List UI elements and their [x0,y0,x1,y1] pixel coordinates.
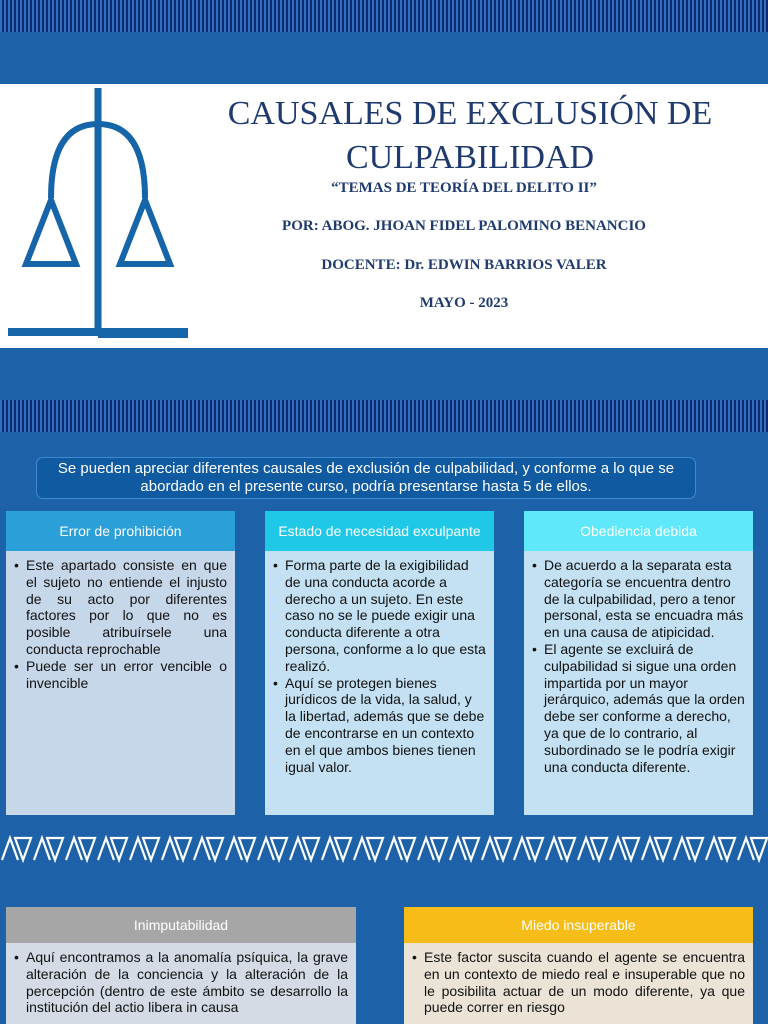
date-line: MAYO - 2023 [419,295,509,311]
list-item: • Aquí encontramos a la anomalía psíquica, la grave alteración de la conciencia y la alteración de la percepción (dentro de este ámbito se desarrollo la institución del actio libera in causa [12,949,348,1016]
intro-box: Se pueden apreciar diferentes causales de exclusión de culpabilidad, y conforme a lo que se abordado en el presente curso, podría presentarse hasta 5 de ellos. [36,457,696,499]
list-item: • Forma parte de la exigibilidad de una conducta acorde a derecho a un sujeto. En este caso no se le puede exigir una conducta diferente a otra persona, conforme a lo que esta realizó. [271,557,486,675]
card-title-error-prohibicion: Error de prohibición [6,511,235,551]
zigzag-pattern [2,838,767,860]
list-item: • Este factor suscita cuando el agente se encuentra en un contexto de miedo real e insuperable que no le posibilita actuar de un modo diferente, ya que puede correr en riesgo [410,949,745,1016]
card-body-estado-necesidad [265,551,494,815]
author-line: POR: ABOG. JHOAN FIDEL PALOMINO BENANCIO [282,218,646,234]
card-title-estado-necesidad: Estado de necesidad exculpante [265,511,494,551]
top-stripe-band [0,0,768,32]
list-item: • Puede ser un error vencible o invencible [12,658,227,692]
card-body-inimputabilidad [6,943,356,1024]
card-title-obediencia-debida: Obediencia debida [524,511,753,551]
card-title-miedo-insuperable: Miedo insuperable [404,907,753,943]
list-item: • Aquí se protegen bienes jurídicos de la vida, la salud, y la libertad, además que se debe de encontrarse en un contexto en el que ambos bienes tienen igual valor. [271,675,486,776]
card-body-error-prohibicion [6,551,235,815]
middle-stripe-band [0,400,768,432]
list-item: • De acuerdo a la separata esta categoría se encuentra dentro de la culpabilidad, pero a tenor personal, esta se encuadra más en una causa de atipicidad. [530,557,745,641]
list-item: • El agente se excluirá de culpabilidad si sigue una orden impartida por un mayor jerárquico, además que la orden debe ser conforme a derecho, ya que de lo contrario, al subordinado se le podría exigir una conducta diferente. [530,641,745,775]
subtitle: “TEMAS DE TEORÍA DEL DELITO II” [331,180,597,196]
header-banner [0,84,768,348]
page-title: CAUSALES DE EXCLUSIÓN DE CULPABILIDAD [227,95,713,176]
card-title-inimputabilidad: Inimputabilidad [6,907,356,943]
card-body-obediencia-debida [524,551,753,815]
docente-line: DOCENTE: Dr. EDWIN BARRIOS VALER [321,257,607,273]
list-item: • Este apartado consiste en que el sujeto no entiende el injusto de su acto por diferentes factores por lo que no es posible atribuírsele una conducta reprochable [12,557,227,658]
triangle-zigzag-divider [0,832,768,866]
card-body-miedo-insuperable [404,943,753,1024]
